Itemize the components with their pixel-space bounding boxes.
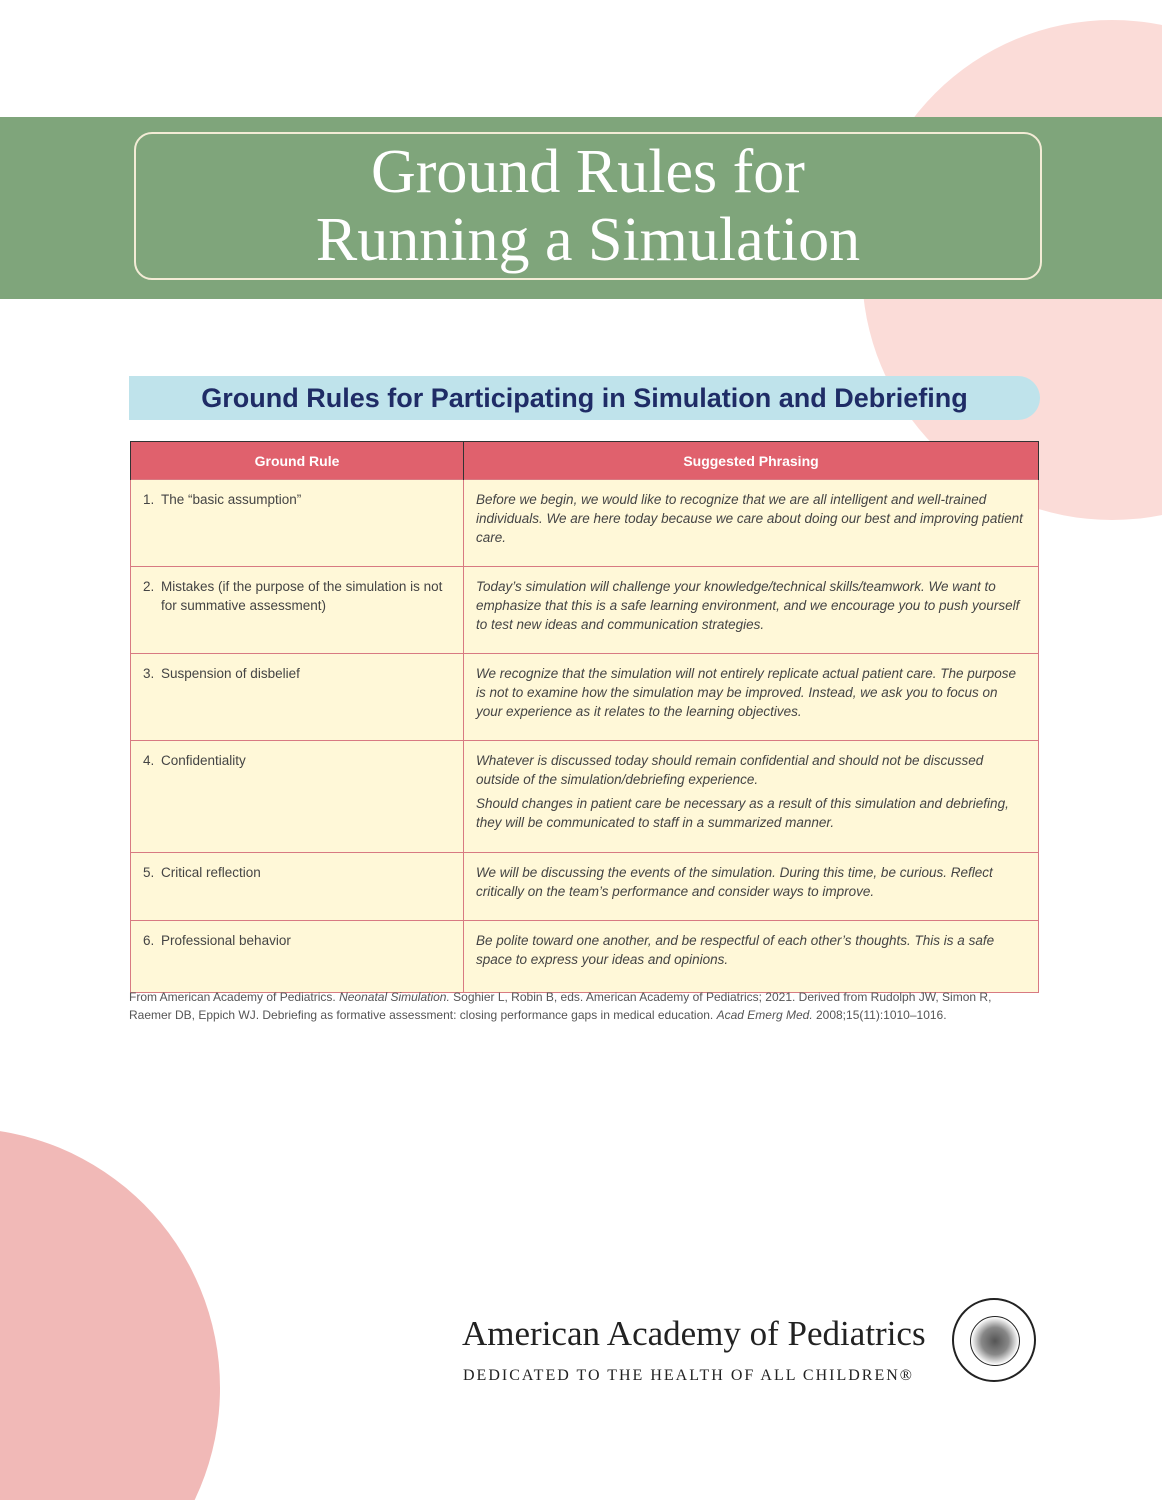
page-title	[134, 132, 1042, 280]
ground-rule-cell	[131, 921, 464, 993]
table-row	[131, 741, 1039, 853]
rule-name: Critical reflection	[161, 865, 261, 880]
phrasing-cell	[464, 741, 1039, 853]
org-name: American Academy of Pediatrics	[462, 1314, 926, 1353]
phrasing-text: We recognize that the simulation will not entirely replicate actual patient care. The purpose is not to examine how the simulation may be improved. Instead, we ask you to focus on your experience as it relates to the learning objectives.	[476, 666, 1017, 719]
citation-journal: Acad Emerg Med.	[716, 1008, 813, 1022]
title-line-1: Ground Rules for	[371, 138, 805, 206]
phrasing-text: Be polite toward one another, and be respectful of each other’s thoughts. This is a safe space to express your ideas and opinions.	[476, 933, 995, 967]
rule-number: 2.	[143, 579, 155, 594]
phrasing-cell	[464, 853, 1039, 921]
citation	[129, 988, 1029, 1024]
column-header: Ground Rule	[131, 442, 464, 480]
title-line-2: Running a Simulation	[315, 206, 861, 274]
phrasing-text: We will be discussing the events of the simulation. During this time, be curious. Reflect critically on the team’s performance and consider ways to improve.	[476, 865, 993, 899]
phrasing-text: Before we begin, we would like to recognize that we are all intelligent and well-trained individuals. We are here today because we care about doing our best and improving patient care.	[476, 492, 1023, 545]
citation-text: From American Academy of Pediatrics.	[129, 990, 340, 1004]
rule-number: 5.	[143, 865, 155, 880]
table-row	[131, 921, 1039, 993]
ground-rule-cell	[131, 654, 464, 741]
rule-number: 6.	[143, 933, 155, 948]
ground-rule-cell	[131, 853, 464, 921]
phrasing-text: Today’s simulation will challenge your knowledge/technical skills/teamwork. We want to emphasize that this is a safe learning environment, and we encourage you to push yourself to test new ideas and communication strategies.	[476, 579, 1020, 632]
org-tagline: DEDICATED TO THE HEALTH OF ALL CHILDREN®	[463, 1367, 914, 1384]
phrasing-cell	[464, 567, 1039, 654]
table-row	[131, 480, 1039, 567]
aap-seal-icon	[952, 1298, 1036, 1382]
phrasing-cell	[464, 654, 1039, 741]
phrasing-text: Whatever is discussed today should remain confidential and should not be discussed outside of the simulation/debriefing experience.	[476, 753, 984, 787]
rule-number: 1.	[143, 492, 155, 507]
rule-name: Professional behavior	[161, 933, 291, 948]
phrasing-cell	[464, 921, 1039, 993]
ground-rule-cell	[131, 741, 464, 853]
phrasing-cell	[464, 480, 1039, 567]
section-heading: Ground Rules for Participating in Simulation and Debriefing	[129, 376, 1040, 420]
rule-number: 3.	[143, 666, 155, 681]
table-row	[131, 567, 1039, 654]
citation-text: 2008;15(11):1010–1016.	[812, 1008, 947, 1022]
ground-rule-cell	[131, 567, 464, 654]
rule-number: 4.	[143, 753, 155, 768]
rule-name: Confidentiality	[161, 753, 246, 768]
rule-name: Mistakes (if the purpose of the simulation is not for summative assessment)	[161, 579, 443, 613]
citation-text: Soghier L, Robin B, eds. American Academy of Pediatrics; 2021. Derived from Rudolph JW, Simon R, Raemer DB, Eppich WJ. Debriefing as formative assessment: closing performance gaps in medical education.	[129, 990, 992, 1022]
table-row	[131, 654, 1039, 741]
rule-name: Suspension of disbelief	[161, 666, 300, 681]
table-row	[131, 853, 1039, 921]
decorative-circle	[0, 1128, 220, 1500]
rule-name: The “basic assumption”	[161, 492, 302, 507]
ground-rule-cell	[131, 480, 464, 567]
column-header: Suggested Phrasing	[464, 442, 1039, 480]
citation-title: Neonatal Simulation.	[339, 990, 450, 1004]
ground-rules-table	[130, 441, 1039, 993]
phrasing-text: Should changes in patient care be necessary as a result of this simulation and debriefing, they will be communicated to staff in a summarized manner.	[476, 796, 1009, 830]
